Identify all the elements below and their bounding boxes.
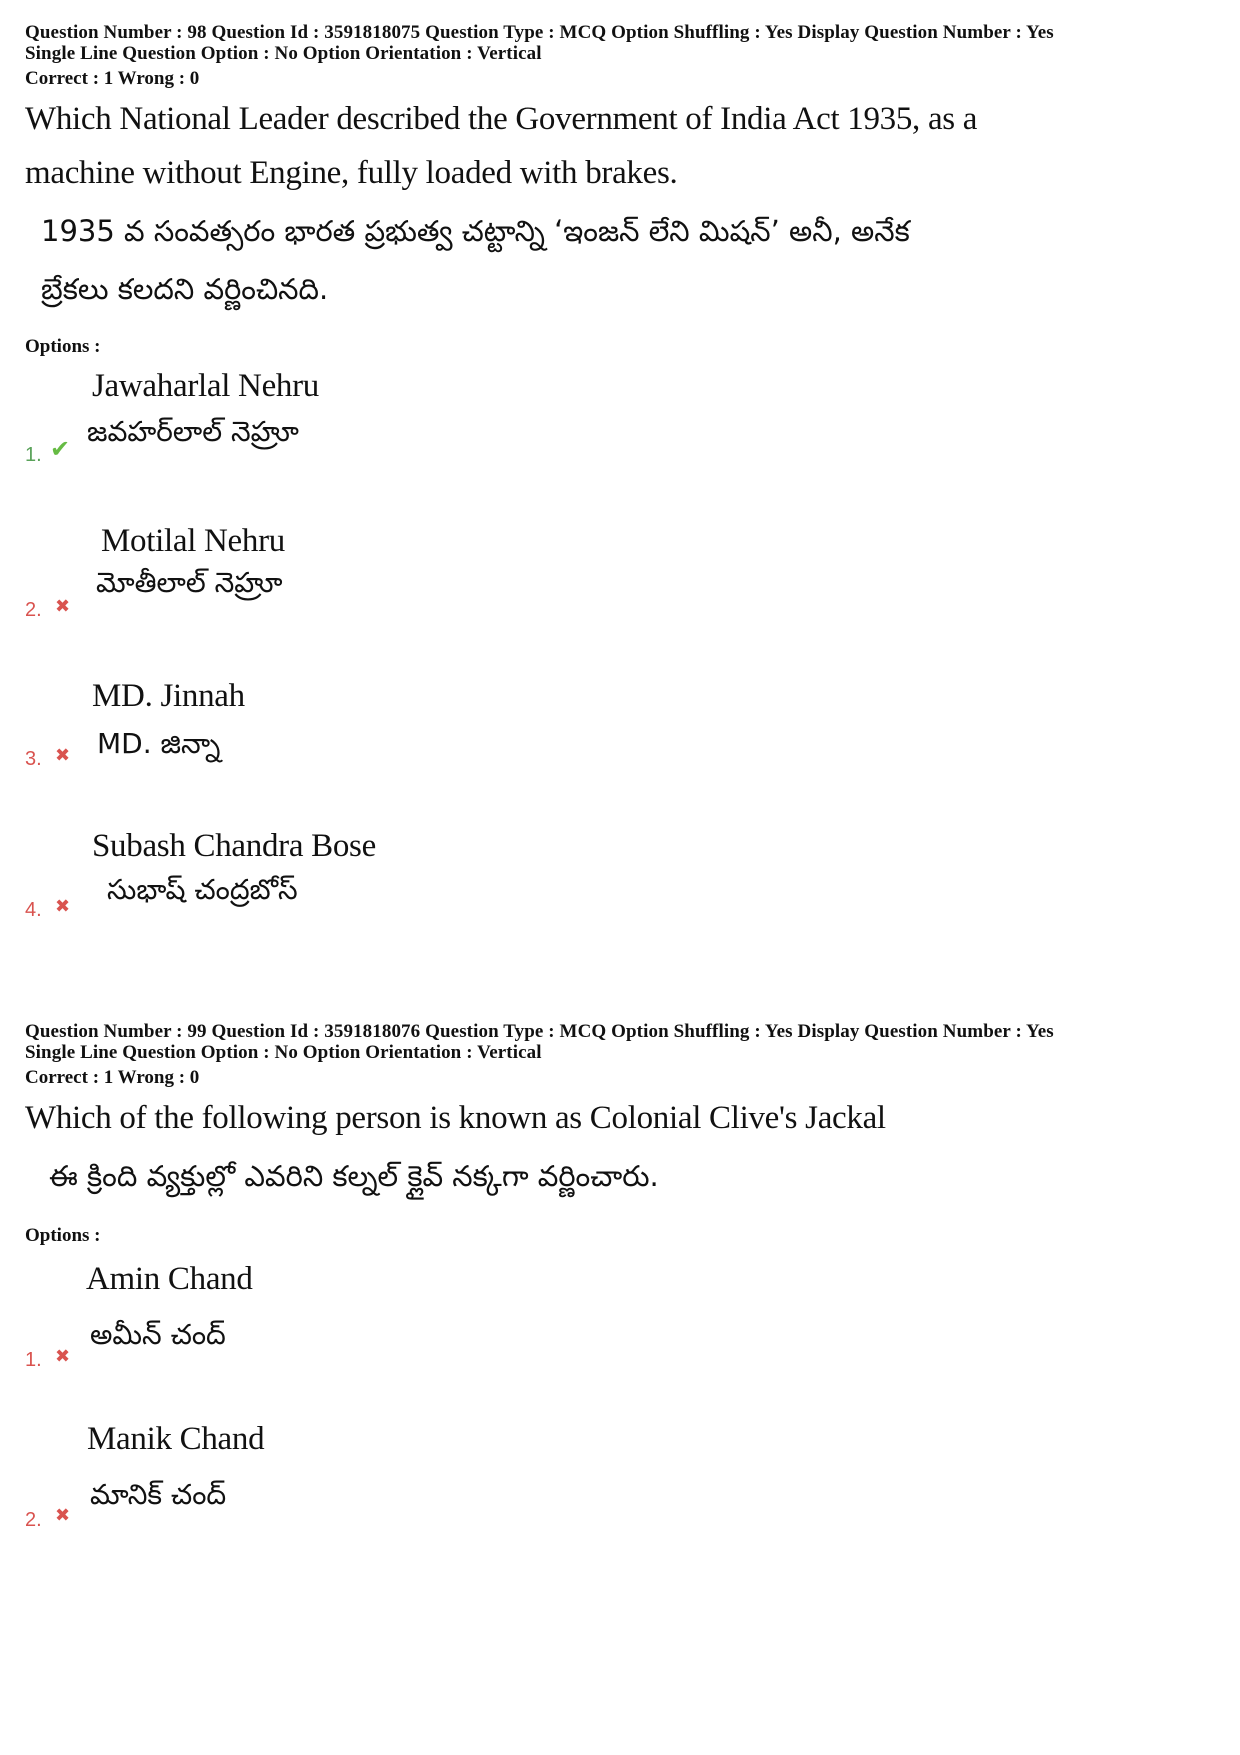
question-text-telugu-line-2: బ్రేకలు కలదని వర్ణించినది.	[41, 272, 329, 306]
cross-icon: ✖	[55, 596, 71, 617]
check-icon: ✔	[50, 435, 71, 463]
option-number: 3.	[25, 748, 42, 770]
option-text-english: Amin Chand	[86, 1261, 253, 1297]
question-99	[25, 1021, 1215, 1547]
options-list	[25, 358, 1215, 921]
options-list	[25, 1247, 1215, 1547]
options-label: Options :	[25, 1225, 101, 1246]
question-meta-line-2: Single Line Question Option : No Option Orientation : Vertical	[25, 1042, 542, 1063]
question-meta-line-1: Question Number : 99 Question Id : 3591818076 Question Type : MCQ Option Shuffling : Yes Display Question Number : Yes	[25, 1021, 1054, 1042]
option-text-telugu: సుభాష్ చంద్రబోస్	[107, 873, 298, 906]
option-text-telugu: MD. జిన్నా	[97, 727, 221, 760]
question-text-english	[25, 1091, 1215, 1145]
cross-icon: ✖	[55, 896, 71, 917]
cross-icon: ✖	[55, 745, 71, 766]
question-score: Correct : 1 Wrong : 0	[25, 68, 200, 89]
option-2[interactable]	[25, 521, 625, 621]
question-meta	[25, 22, 1215, 64]
option-number: 2.	[25, 599, 42, 621]
question-text-english-line-2: machine without Engine, fully loaded with brakes.	[25, 155, 678, 191]
option-3[interactable]	[25, 676, 625, 776]
option-text-english: Manik Chand	[87, 1421, 265, 1457]
cross-icon: ✖	[55, 1346, 71, 1367]
option-1[interactable]	[25, 1259, 625, 1369]
option-text-english: Subash Chandra Bose	[92, 828, 376, 864]
option-text-english: MD. Jinnah	[92, 678, 245, 714]
question-score: Correct : 1 Wrong : 0	[25, 1067, 200, 1088]
option-text-english: Motilal Nehru	[101, 523, 285, 559]
option-number: 1.	[25, 1349, 42, 1371]
question-meta-line-2: Single Line Question Option : No Option Orientation : Vertical	[25, 43, 542, 64]
option-text-telugu: మోతీలాల్ నెహ్రూ	[96, 566, 283, 599]
option-1[interactable]	[25, 366, 625, 466]
option-number: 1.	[25, 444, 42, 466]
question-text-telugu	[25, 1147, 1215, 1205]
cross-icon: ✖	[55, 1505, 71, 1526]
option-text-telugu: అమీన్ చంద్	[90, 1318, 226, 1351]
option-number: 2.	[25, 1509, 42, 1531]
option-text-english: Jawaharlal Nehru	[92, 368, 320, 404]
question-98	[25, 22, 1215, 921]
question-text-telugu	[25, 202, 1215, 318]
option-text-telugu: జవహర్‌లాల్ నెహ్రూ	[87, 415, 299, 448]
question-text-english-line-1: Which of the following person is known as Colonial Clive's Jackal	[25, 1100, 886, 1136]
question-text-english	[25, 92, 1215, 200]
question-text-english-line-1: Which National Leader described the Government of India Act 1935, as a	[25, 101, 978, 137]
question-meta-line-1: Question Number : 98 Question Id : 3591818075 Question Type : MCQ Option Shuffling : Yes Display Question Number : Yes	[25, 22, 1054, 43]
option-text-telugu: మానిక్ చంద్	[90, 1478, 227, 1511]
question-text-telugu-line-1: ఈ క్రింది వ్యక్తుల్లో ఎవరిని కల్నల్ క్లైవ్ నక్కగా వర్ణించారు.	[49, 1159, 659, 1193]
option-number: 4.	[25, 899, 42, 921]
option-4[interactable]	[25, 826, 625, 926]
question-meta	[25, 1021, 1215, 1063]
question-text-telugu-line-1: 1935 వ సంవత్సరం భారత ప్రభుత్వ చట్టాన్ని ‘ఇంజన్ లేని మిషన్’ అనీ, అనేక	[41, 214, 910, 248]
options-label: Options :	[25, 336, 101, 357]
option-2[interactable]	[25, 1419, 625, 1529]
